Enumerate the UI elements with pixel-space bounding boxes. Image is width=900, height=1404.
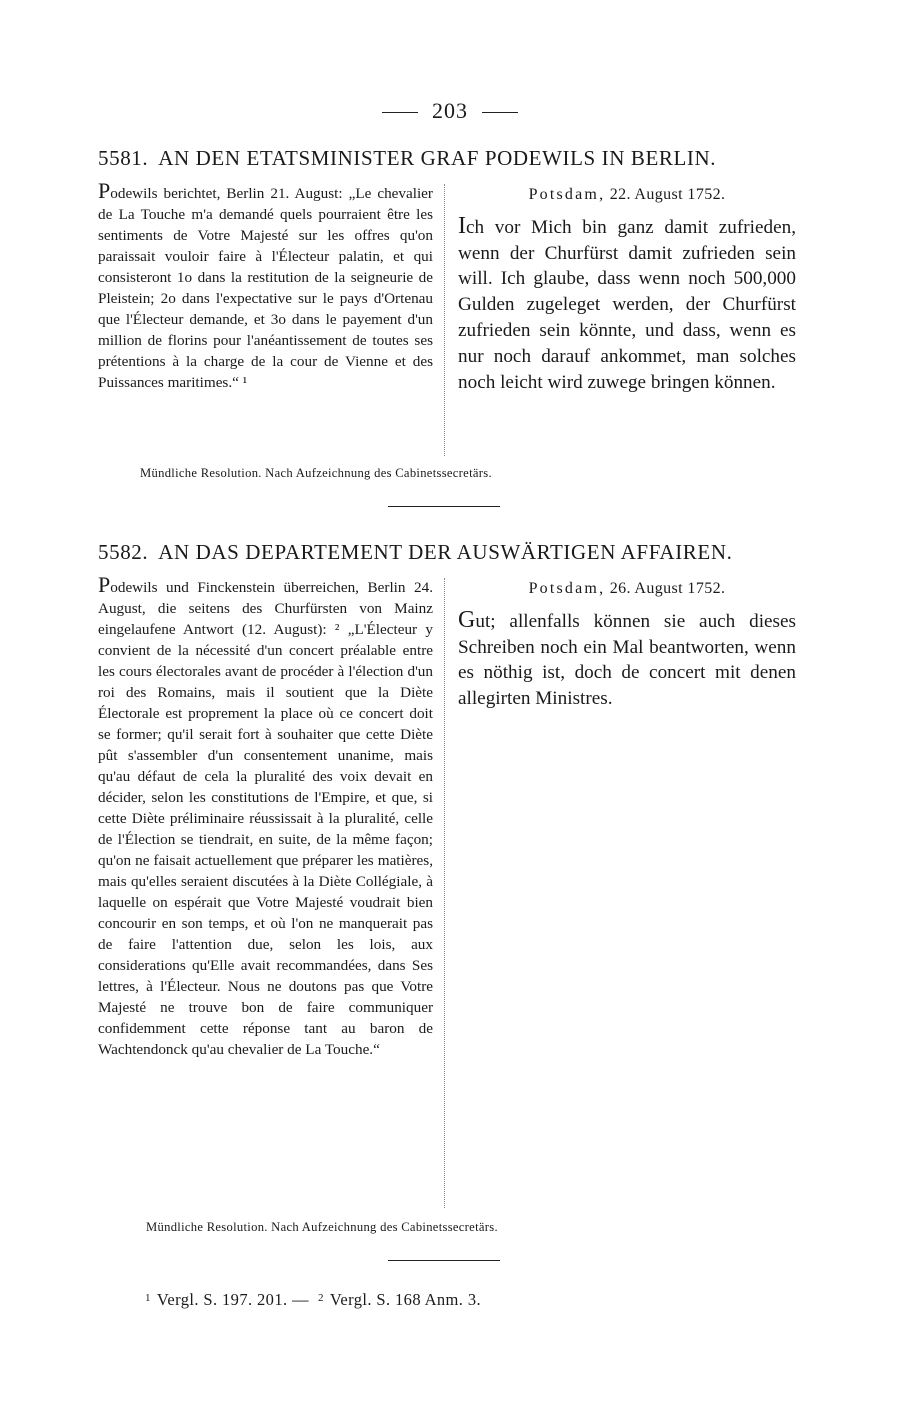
- resolution-note: Mündliche Resolution. Nach Aufzeichnung des Cabinetssecretärs.: [146, 1220, 498, 1234]
- lead-initial: I: [458, 212, 466, 239]
- footnote-mark: 2: [318, 1292, 324, 1304]
- report-text: odewils berichtet, Berlin 21. August: „Le chevalier de La Touche m'a demandé quels pourraient être les sentiments de Votre Majesté sur les offres qu'on paraissait vouloir faire à l'Électeur palatin, et qui consisteront 1o dans la restitution de la seigneurie de Pleistein; 2o dans l'expectative sur le pays d'Ortenau que l'Électeur demande, et 3o dans le payement d'un million de florins pour l'anéantissement de toutes ses prétentions à la charge de la cour de Vienne et des Puissances maritimes.“ ¹: [98, 185, 433, 391]
- entry-5582-report: [98, 574, 433, 1060]
- lead-initial: P: [98, 572, 111, 597]
- page-number: [0, 98, 900, 124]
- footnote-mark: 1: [145, 1292, 151, 1304]
- reply-text: ut; allenfalls können sie auch dieses Schreiben noch ein Mal beantworten, wenn es nöthig ist, doch de concert mit denen allegirten Ministres.: [458, 610, 796, 710]
- entry-5581-reply: [458, 182, 796, 395]
- column-divider: [444, 578, 445, 1208]
- dateline-place: Potsdam,: [528, 580, 606, 597]
- page-number-dash-left: [382, 112, 418, 113]
- reply-text: ch vor Mich bin ganz damit zufrieden, wenn der Churfürst damit zufrieden sein will. Ich glaube, dass wenn noch 500,000 Gulden zugeleget werden, der Churfürst zufrieden sein könnte, und dass, wenn es nur noch darauf ankommet, man solches noch leicht wird zuwege bringen können.: [458, 216, 796, 393]
- footnote-text: Vergl. S. 168 Anm. 3.: [329, 1290, 482, 1309]
- entry-5581-report: [98, 180, 433, 393]
- page-number-value: 203: [432, 98, 468, 123]
- report-text: odewils und Finckenstein überreichen, Berlin 24. August, die seitens des Churfürsten von Mainz eingelaufene Antwort (12. August): ² „L'Électeur y convient de la nécessité d'un concert préalable entre les cours électorales avant de procéder à l'élection d'un roi des Romains, mais il soutient que la Diète Électorale est proprement la place où ce concert doit se former; qu'il serait fort à souhaiter que cette Diète pût s'assembler d'un consentement unanime, mais qu'au défaut de cela la pluralité des voix devait en décider, selon les constitutions de l'Empire, et que, si cette Diète préliminaire réussissait à la pluralité, celle de l'Élection se tiendrait, en suite, de la même façon; qu'on ne faisait actuellement que préparer les matières, mais qu'elles seraient discutées à la Diète Collégiale, à laquelle on espérait que Votre Majesté voudrait bien concourir en son temps, et où l'on ne manquerait pas de faire l'attention due, selon les lois, aux considerations qu'Elle avait recommandées, dans Ses lettres, à l'Électeur. Nous ne doutons pas que Votre Majesté ne trouve bon de faire communiquer confidemment cette réponse tant au baron de Wachtendonck qu'au chevalier de La Touche.“: [98, 579, 433, 1058]
- footnote-separator: [388, 1260, 500, 1261]
- entry-5582-reply: [458, 576, 796, 712]
- page-number-dash-right: [482, 112, 518, 113]
- lead-initial: G: [458, 606, 476, 633]
- entry-title: AN DEN ETATSMINISTER GRAF PODEWILS IN BERLIN.: [158, 146, 717, 170]
- footnotes: [145, 1290, 481, 1310]
- entry-number: 5582.: [98, 540, 149, 564]
- dateline-place: Potsdam,: [528, 186, 606, 203]
- lead-initial: P: [98, 178, 111, 203]
- resolution-note: Mündliche Resolution. Nach Aufzeichnung des Cabinetssecretärs.: [140, 466, 492, 480]
- dateline-date: 22. August 1752.: [609, 186, 726, 203]
- entry-heading-5582: [98, 540, 798, 565]
- entry-heading-5581: [98, 146, 798, 171]
- footnote-text: Vergl. S. 197. 201. —: [156, 1290, 309, 1309]
- entry-title: AN DAS DEPARTEMENT DER AUSWÄRTIGEN AFFAIREN.: [158, 540, 733, 564]
- dateline-date: 26. August 1752.: [609, 580, 726, 597]
- dateline: [458, 182, 796, 208]
- entry-number: 5581.: [98, 146, 149, 170]
- dateline: [458, 576, 796, 602]
- column-divider: [444, 184, 445, 456]
- section-separator: [388, 506, 500, 507]
